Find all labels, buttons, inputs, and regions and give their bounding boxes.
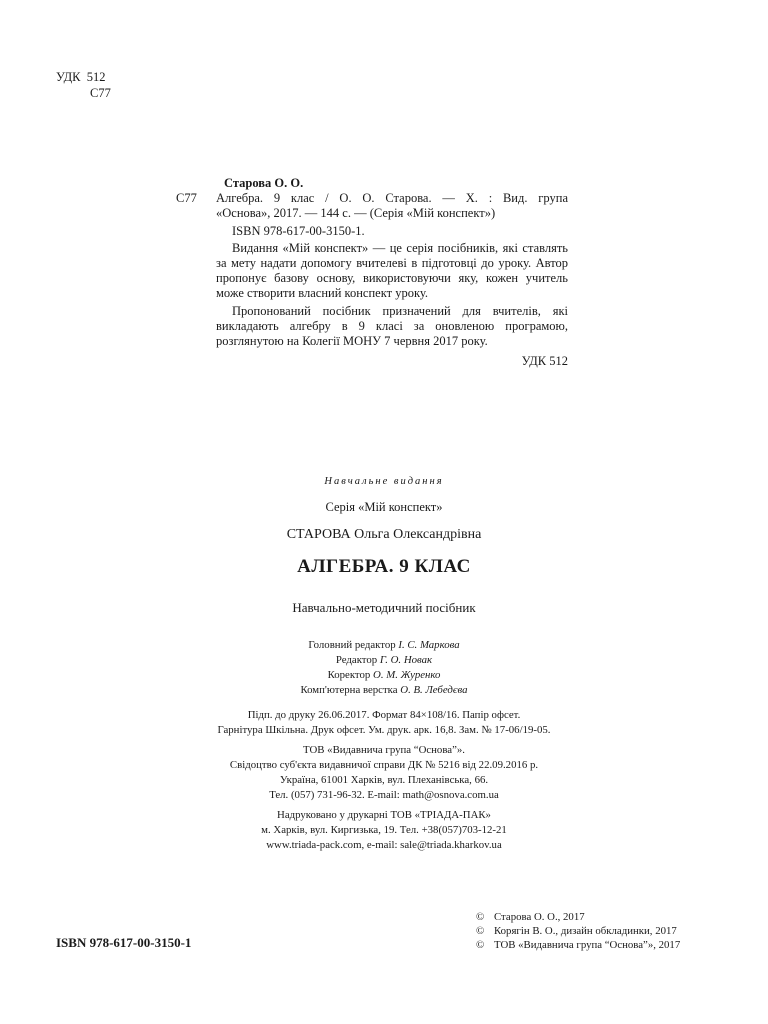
udk-block-top: [56, 69, 111, 101]
credit-name: І. С. Маркова: [398, 639, 460, 651]
record-author: Старова О. О.: [224, 176, 304, 190]
book-kind: Навчально-методичний посібник: [292, 600, 476, 615]
copyright-symbol: ©: [476, 939, 485, 951]
credit-name: О. В. Лебедєва: [400, 684, 468, 696]
credits-block: [0, 638, 768, 698]
print-info-block: [0, 708, 768, 853]
printer-line: м. Харків, вул. Киргизька, 19. Тел. +38(057)703-12-21: [261, 824, 507, 836]
annotation-paragraph-1: Видання «Мій конспект» — це серія посібників, які ставлять за мету надати допомогу вчителеві в підготовці до уроку. Автор пропонує базову основу, використовуючи яку, кожен учитель може створити власний конспект уроку.: [216, 241, 568, 300]
copyright-block: [476, 910, 680, 952]
copyright-holder: Корягін В. О., дизайн обкладинки, 2017: [494, 925, 677, 937]
publisher-line: Тел. (057) 731-96-32. E-mail: math@osnova.com.ua: [269, 789, 499, 801]
author-sign-code: С77: [90, 86, 111, 100]
udk-line: [56, 69, 111, 85]
credit-name: Г. О. Новак: [379, 654, 433, 666]
series-name: Серія «Мій конспект»: [325, 500, 443, 514]
printer-line: www.triada-pack.com, e-mail: sale@triada.kharkov.ua: [266, 839, 502, 851]
credit-line: [0, 653, 768, 668]
print-line: Підп. до друку 26.06.2017. Формат 84×108/16. Папір офсет.: [247, 709, 521, 721]
isbn-bottom: ISBN 978-617-00-3150-1: [56, 935, 192, 950]
copyright-symbol: ©: [476, 911, 485, 923]
credit-role: Головний редактор: [308, 639, 396, 651]
author-full-name: СТАРОВА Ольга Олександрівна: [286, 527, 482, 542]
annotation-paragraph-2: Пропонований посібник призначений для вчителів, які викладають алгебру в 9 класі за оновленою програмою, розглянутою на Колегії МОНУ 7 червня 2017 року.: [216, 304, 568, 348]
record-title-row: [176, 191, 568, 206]
record-code: С77: [176, 191, 197, 205]
record-desc-line1: Алгебра. 9 клас / О. О. Старова. — Х. : Вид. група: [216, 191, 568, 205]
record-desc-line2: «Основа», 2017. — 144 с. — (Серія «Мій конспект»): [216, 206, 496, 220]
publisher-line: Свідоцтво суб'єкта видавничої справи ДК № 5216 від 22.09.2016 р.: [229, 759, 539, 771]
record-isbn: ISBN 978-617-00-3150-1.: [232, 224, 365, 238]
publisher-line: ТОВ «Видавнича група “Основа”».: [303, 744, 465, 756]
bibliographic-record: [176, 176, 568, 369]
udk-label: УДК: [56, 70, 81, 84]
copyright-line: [476, 924, 680, 938]
copyright-holder: ТОВ «Видавнича група “Основа”», 2017: [494, 939, 681, 951]
copyright-holder: Старова О. О., 2017: [494, 911, 585, 923]
udk-number: 512: [86, 70, 106, 84]
copyright-symbol: ©: [476, 925, 485, 937]
credit-name: О. М. Журенко: [373, 669, 441, 681]
book-title: АЛГЕБРА. 9 КЛАС: [297, 556, 471, 577]
copyright-line: [476, 910, 680, 924]
edition-type: Навчальне видання: [324, 476, 444, 487]
record-udk: УДК 512: [521, 354, 568, 368]
credit-role: Коректор: [327, 669, 371, 681]
credit-line: [0, 683, 768, 698]
print-line: Гарнітура Шкільна. Друк офсет. Ум. друк. арк. 16,8. Зам. № 17-06/19-05.: [217, 724, 551, 736]
credit-line: [0, 638, 768, 653]
credit-line: [0, 668, 768, 683]
publisher-line: Україна, 61001 Харків, вул. Плеханівська, 66.: [279, 774, 489, 786]
credit-role: Комп'ютерна верстка: [300, 684, 398, 696]
credit-role: Редактор: [335, 654, 378, 666]
copyright-line: [476, 938, 680, 952]
printer-line: Надруковано у друкарні ТОВ «ТРІАДА-ПАК»: [277, 809, 491, 821]
